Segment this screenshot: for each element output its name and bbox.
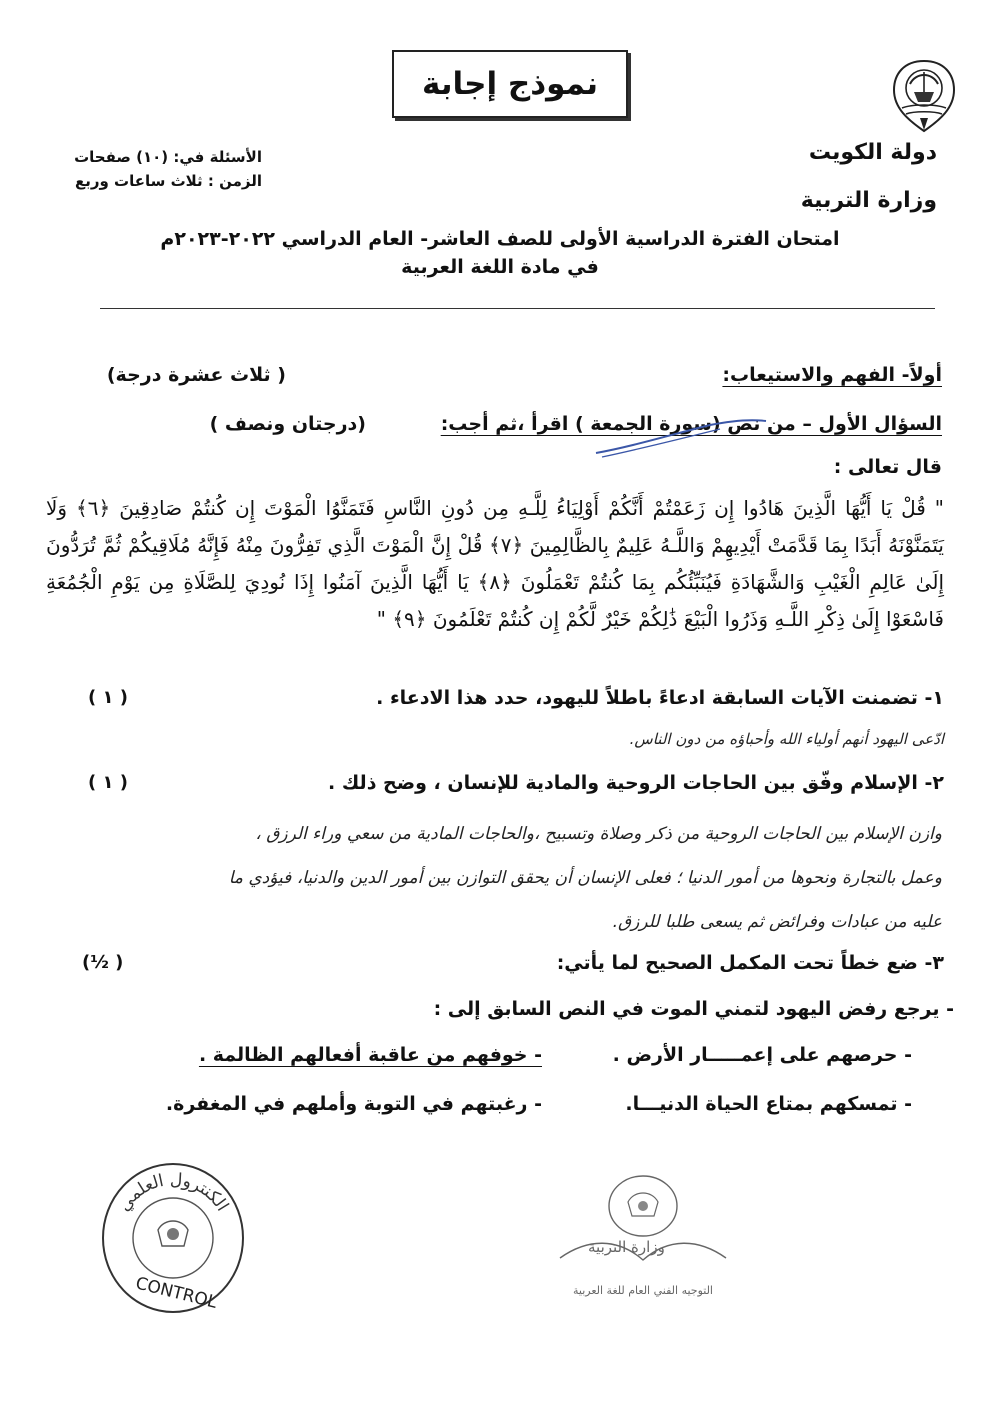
question-title: السؤال الأول – من نص (سورة الجمعة ) اقرأ ،ثم أجب: (440, 413, 942, 435)
option-2-correct: - خوفهم من عاقبة أفعالهم الظالمة . (198, 1044, 542, 1066)
exam-title: امتحان الفترة الدراسية الأولى للصف العاشر- العام الدراسي ٢٠٢٢-٢٠٢٣م (160, 228, 840, 250)
header-divider (100, 308, 935, 309)
control-ring-text: الكنترول العلمي (114, 1169, 233, 1216)
question-3-mark: ( ½) (82, 952, 124, 973)
control-label: CONTROL (133, 1273, 219, 1313)
question-1-mark: ( ١ ) (88, 687, 128, 708)
exam-subject: في مادة اللغة العربية (401, 256, 599, 278)
question-2-answer-line: عليه من عبادات وفرائض ثم يسعى طلبا للرزق. (612, 912, 942, 932)
question-3-stem: - يرجع رفض اليهود لتمني الموت في النص السابق إلى : (433, 998, 954, 1020)
section-score: ( ثلاث عشرة درجة) (106, 364, 286, 386)
question-1-text: ١- تضمنت الآيات السابقة ادعاءً باطلاً لليهود، حدد هذا الادعاء . (376, 687, 944, 709)
question-2-text: ٢- الإسلام وفّق بين الحاجات الروحية والمادية للإنسان ، وضح ذلك . (328, 772, 944, 794)
kuwait-emblem-icon (890, 58, 958, 134)
question-2-answer-line: وعمل بالتجارة ونحوها من أمور الدنيا ؛ فعلى الإنسان أن يحقق التوازن بين أمور الدين والدنيا، فيؤدي ما (228, 868, 942, 888)
section-title: أولاً- الفهم والاستيعاب: (722, 364, 942, 386)
question-3-text: ٣- ضع خطاً تحت المكمل الصحيح لما يأتي: (556, 952, 944, 974)
pages-info: الأسئلة في: (١٠) صفحات (74, 148, 262, 166)
option-3: - تمسكهم بمتاع الحياة الدنيـــا. (625, 1093, 912, 1115)
question-2-answer-line: وازن الإسلام بين الحاجات الروحية من ذكر وصلاة وتسبيح ،والحاجات المادية من سعي وراء الرزق ، (255, 824, 942, 844)
ministry-seal (548, 1168, 738, 1308)
question-2-mark: ( ١ ) (88, 772, 128, 793)
option-4: - رغبتهم في التوبة وأملهم في المغفرة. (165, 1093, 542, 1115)
question-1-answer: ادّعى اليهود أنهم أولياء الله وأحباؤه من دون الناس. (629, 730, 944, 748)
ministry-name: وزارة التربية (800, 188, 937, 213)
ministry-seal-text: وزارة التربية (588, 1238, 665, 1256)
control-stamp (98, 1158, 248, 1318)
time-info: الزمن : ثلاث ساعات وربع (74, 172, 262, 190)
supervision-text: التوجيه الفني العام للغة العربية (572, 1284, 714, 1297)
pen-mark (590, 413, 770, 463)
option-1: - حرصهم على إعمـــــار الأرض . (612, 1044, 912, 1066)
answer-model-title: نموذج إجابة (392, 50, 628, 118)
question-score: (درجتان ونصف ) (209, 413, 366, 435)
question-2-answer (52, 812, 942, 944)
verse-intro: قال تعالى : (833, 456, 942, 478)
state-name: دولة الكويت (808, 140, 937, 165)
quran-passage: " قُلْ يَا أَيُّهَا الَّذِينَ هَادُوا إِن زَعَمْتُمْ أَنَّكُمْ أَوْلِيَاءُ لِلَّـهِ مِن دُونِ النَّاسِ فَتَمَنَّوُا الْمَوْتَ إِن كُنتُمْ صَادِقِينَ ﴿٦﴾ وَلَا يَتَمَنَّوْنَهُ أَبَدًا بِمَا قَدَّمَتْ أَيْدِيهِمْ وَاللَّـهُ عَلِيمٌ بِالظَّالِمِينَ ﴿٧﴾ قُلْ إِنَّ الْمَوْتَ الَّذِي تَفِرُّونَ مِنْهُ فَإِنَّهُ مُلَاقِيكُمْ ثُمَّ تُرَدُّونَ إِلَىٰ عَالِمِ الْغَيْبِ وَالشَّهَادَةِ فَيُنَبِّئُكُم بِمَا كُنتُمْ تَعْمَلُونَ ﴿٨﴾ يَا أَيُّهَا الَّذِينَ آمَنُوا إِذَا نُودِيَ لِلصَّلَاةِ مِن يَوْمِ الْجُمُعَةِ فَاسْعَوْا إِلَىٰ ذِكْرِ اللَّـهِ وَذَرُوا الْبَيْعَ ذَٰلِكُمْ خَيْرٌ لَّكُمْ إِن كُنتُمْ تَعْلَمُونَ ﴿٩﴾ " (46, 496, 944, 631)
